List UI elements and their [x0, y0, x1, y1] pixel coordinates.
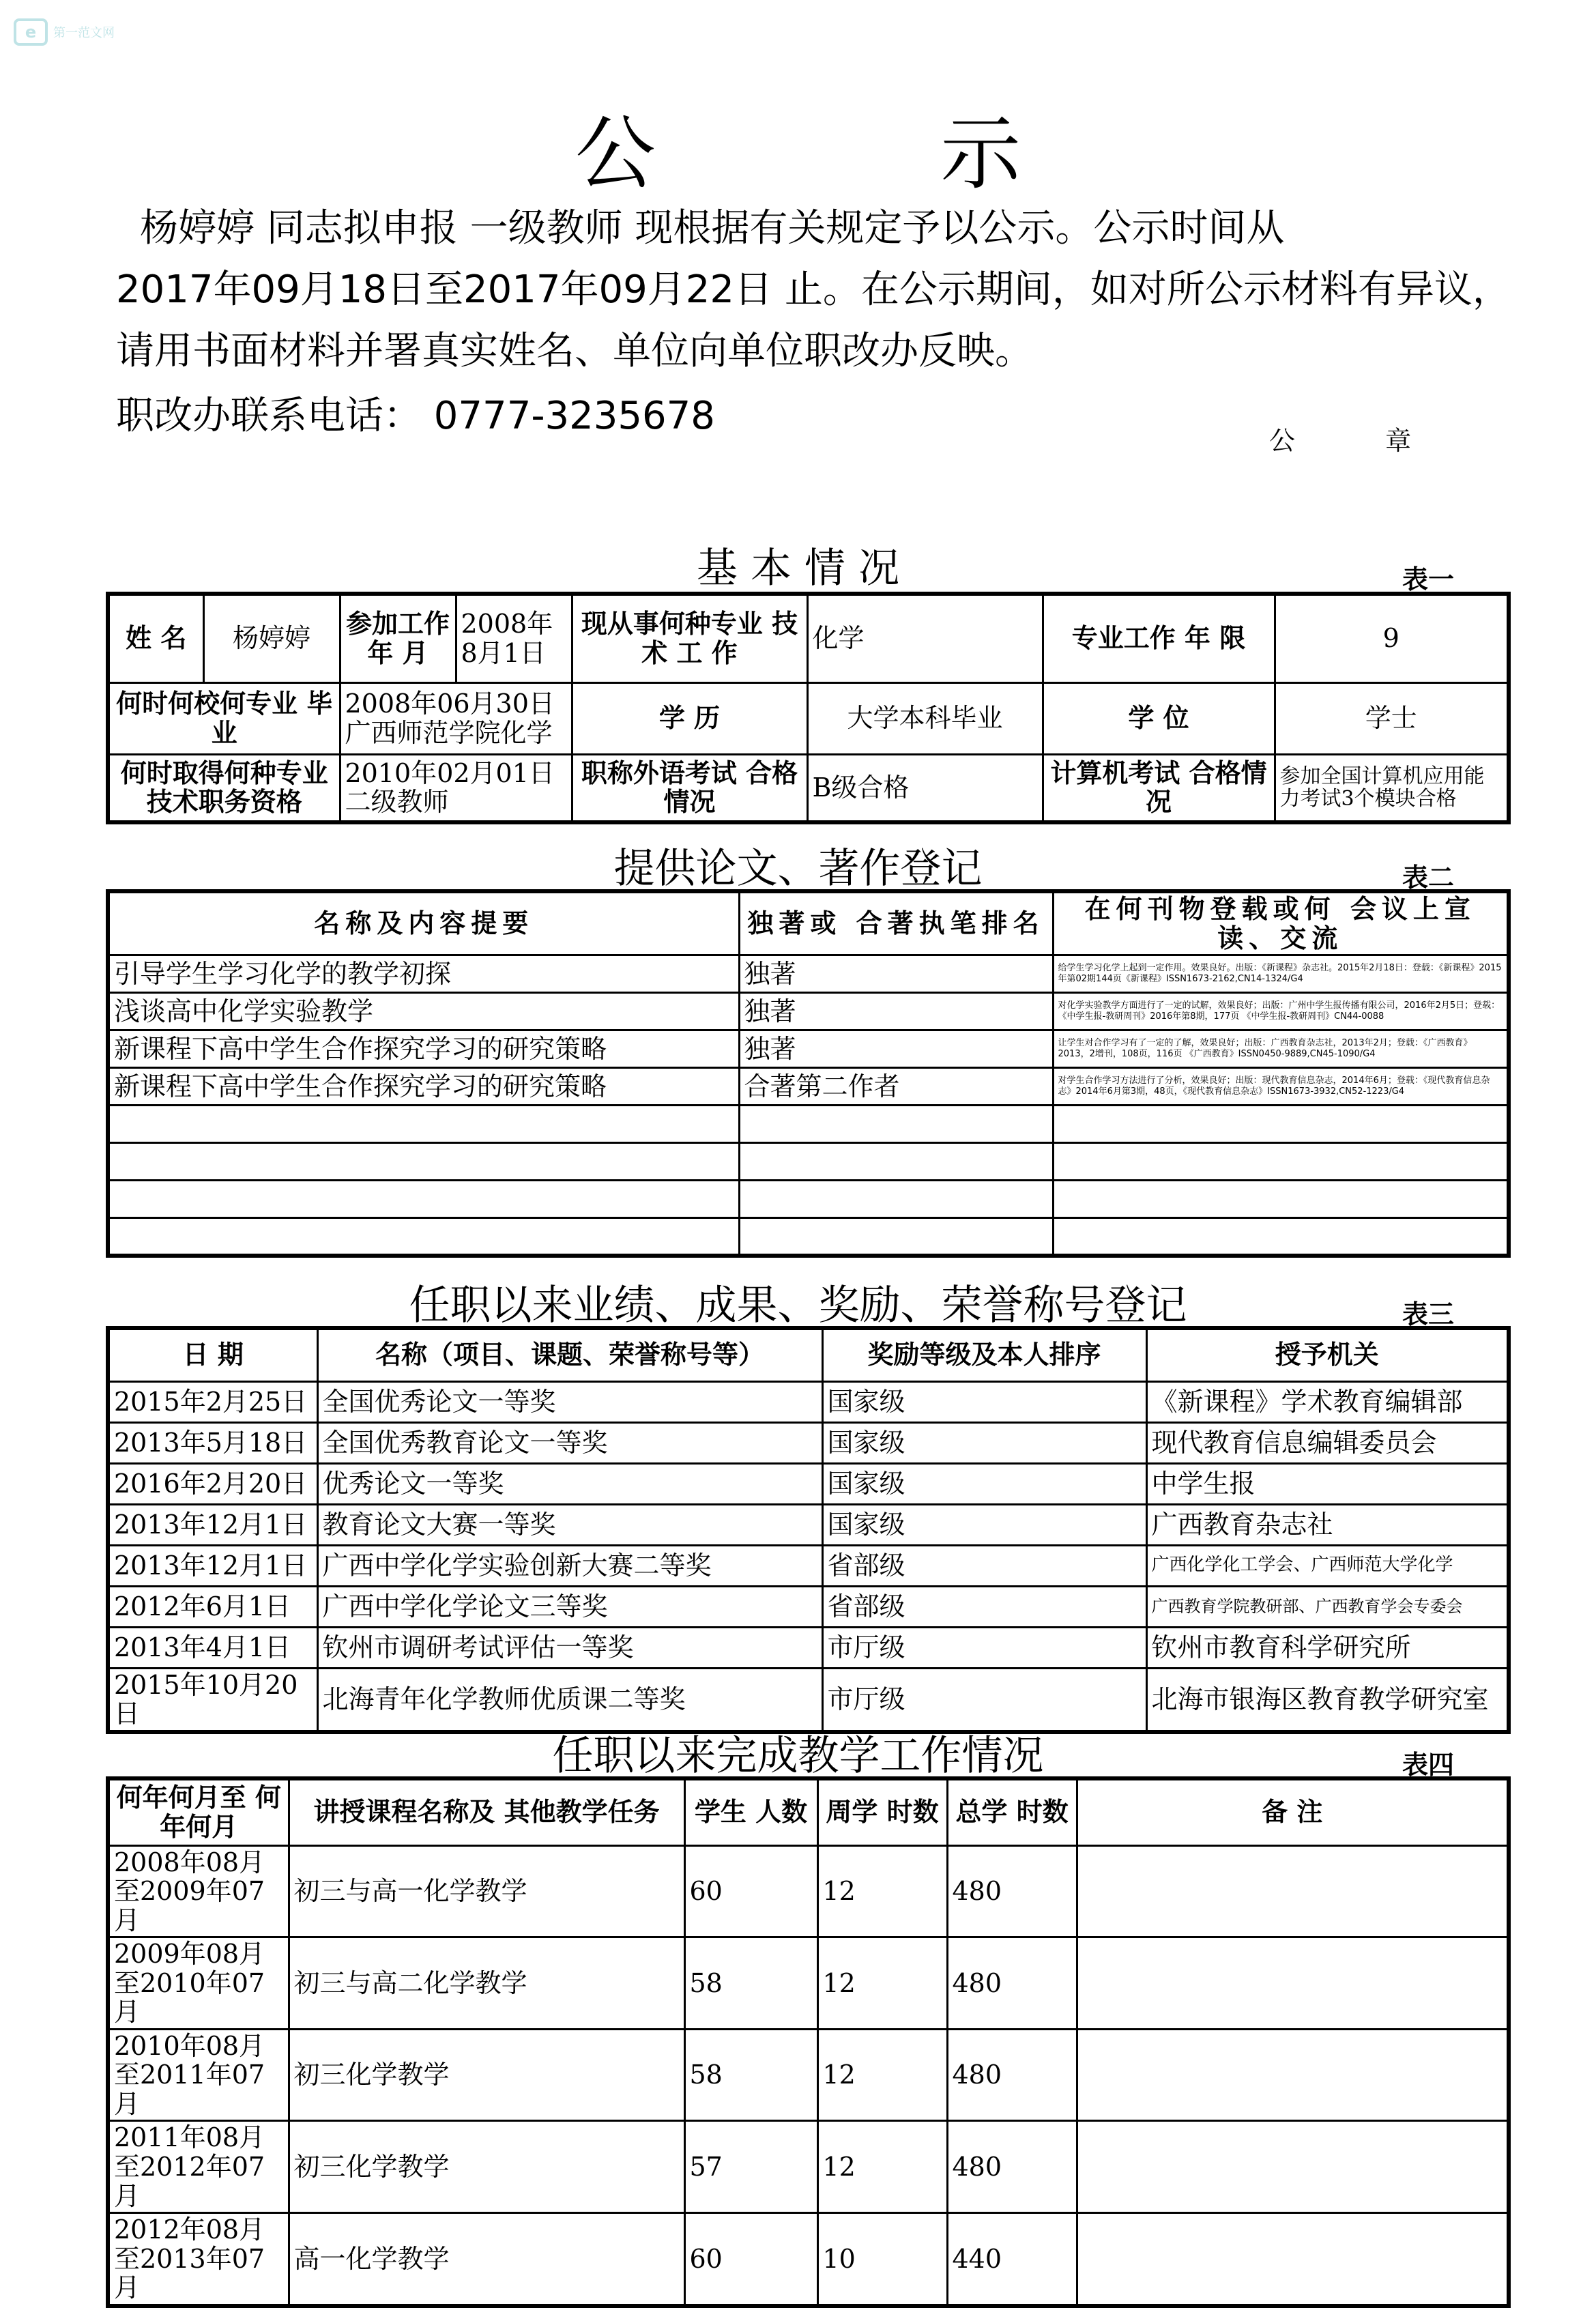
teach-students: 60 — [684, 1845, 817, 1937]
teach-weekly: 12 — [817, 1937, 947, 2030]
achv-name: 广西中学化学实验创新大赛二等奖 — [317, 1545, 822, 1586]
paper-rank — [739, 1106, 1053, 1143]
papers-header-pub: 在何刊物登载或何 会议上宣读、交流 — [1053, 891, 1509, 955]
paper-pub: 对学生合作学习方法进行了分析，效果良好；出版：现代教育信息杂志，2014年6月；登载：《现代教育信息杂志》2014年6月第3期，48页，《现代教育信息杂志》ISSN1673-3932,CN52-1223/G4 — [1053, 1068, 1509, 1106]
teach-students: 58 — [684, 2029, 817, 2121]
table-row — [108, 1422, 1509, 1463]
major-value: 化学 — [807, 594, 1043, 682]
table-row — [108, 1143, 1509, 1181]
education-value: 大学本科毕业 — [807, 682, 1043, 754]
table-row — [108, 1218, 1509, 1256]
paper-name: 新课程下高中学生合作探究学习的研究策略 — [108, 1068, 739, 1106]
achv-name: 北海青年化学教师优质课二等奖 — [317, 1668, 822, 1732]
achv-name: 教育论文大赛一等奖 — [317, 1504, 822, 1545]
teach-students: 58 — [684, 1937, 817, 2030]
notice-line-2: 2017年09月18日至2017年09月22日 止。在公示期间，如对所公示材料有异议， — [116, 268, 1511, 312]
teach-header-students: 学生 人数 — [684, 1778, 817, 1845]
teach-total: 480 — [947, 2029, 1077, 2121]
teaching-table — [106, 1776, 1511, 2308]
teach-course: 初三与高二化学教学 — [289, 1937, 684, 2030]
achv-org: 中学生报 — [1146, 1463, 1509, 1504]
teach-period: 2011年08月至2012年07月 — [108, 2121, 289, 2213]
paper-rank: 独著 — [739, 993, 1053, 1030]
table-row — [108, 1937, 1509, 2030]
table-row — [108, 2121, 1509, 2213]
achv-org: 《新课程》学术教育编辑部 — [1146, 1381, 1509, 1422]
qualification-value: 2010年02月01日二级教师 — [340, 754, 572, 822]
paper-pub: 让学生对合作学习有了一定的了解，效果良好；出版：广西教育杂志社，2013年2月；登载：《广西教育》2013，2增刊，108页，116页 《广西教育》ISSN0450-9889,CN45-1090/G4 — [1053, 1030, 1509, 1068]
paper-pub — [1053, 1181, 1509, 1218]
basic-info-table — [106, 592, 1511, 824]
paper-pub: 给学生学习化学上起到一定作用。效果良好。出版：《新课程》杂志社。2015年2月18日：登载：《新课程》2015年第02期144页《新课程》ISSN1673-2162,CN14-1324/G4 — [1053, 955, 1509, 993]
achv-header-level: 奖励等级及本人排序 — [822, 1328, 1146, 1381]
table-row — [108, 1181, 1509, 1218]
teach-note — [1077, 1937, 1509, 2030]
achv-date: 2013年12月1日 — [108, 1504, 317, 1545]
paper-rank: 独著 — [739, 1030, 1053, 1068]
teach-course: 初三化学教学 — [289, 2121, 684, 2213]
papers-header-name: 名称及内容提要 — [108, 891, 739, 955]
work-start-value: 2008年8月1日 — [456, 594, 572, 682]
name-label: 姓 名 — [108, 594, 203, 682]
teach-period: 2008年08月至2009年07月 — [108, 1845, 289, 1937]
paper-pub — [1053, 1143, 1509, 1181]
notice-line-3: 请用书面材料并署真实姓名、单位向单位职改办反映。 — [116, 329, 1033, 373]
achv-level: 国家级 — [822, 1504, 1146, 1545]
paper-name — [108, 1143, 739, 1181]
paper-name: 引导学生学习化学的教学初探 — [108, 955, 739, 993]
achv-date: 2013年5月18日 — [108, 1422, 317, 1463]
teach-period: 2012年08月至2013年07月 — [108, 2213, 289, 2306]
table-row — [108, 1668, 1509, 1732]
achv-header-org: 授予机关 — [1146, 1328, 1509, 1381]
teach-total: 440 — [947, 2213, 1077, 2306]
teach-header-period: 何年何月至 何年何月 — [108, 1778, 289, 1845]
degree-value: 学士 — [1275, 682, 1509, 754]
logo-icon: e — [14, 18, 48, 46]
achv-org: 广西化学化工学会、广西师范大学化学 — [1146, 1545, 1509, 1586]
name-value: 杨婷婷 — [203, 594, 340, 682]
achv-name: 钦州市调研考试评估一等奖 — [317, 1627, 822, 1668]
paper-name — [108, 1218, 739, 1256]
paper-pub — [1053, 1218, 1509, 1256]
teach-header-note: 备 注 — [1077, 1778, 1509, 1845]
section-1-title: 基 本 情 况 — [696, 545, 900, 592]
achv-date: 2012年6月1日 — [108, 1586, 317, 1627]
page-title: 公 示 — [575, 106, 1151, 201]
papers-table — [106, 889, 1511, 1258]
achv-date: 2016年2月20日 — [108, 1463, 317, 1504]
table-row — [108, 955, 1509, 993]
teach-course: 初三与高一化学教学 — [289, 1845, 684, 1937]
achv-org: 北海市银海区教育教学研究室 — [1146, 1668, 1509, 1732]
teach-students: 57 — [684, 2121, 817, 2213]
table-row — [108, 1845, 1509, 1937]
teach-weekly: 12 — [817, 2121, 947, 2213]
table-row — [108, 993, 1509, 1030]
notice-line-1: 杨婷婷 同志拟申报 一级教师 现根据有关规定予以公示。公示时间从 — [140, 206, 1285, 250]
teach-note — [1077, 2029, 1509, 2121]
table-row — [108, 2029, 1509, 2121]
teach-students: 60 — [684, 2213, 817, 2306]
teach-note — [1077, 1845, 1509, 1937]
years-label: 专业工作 年 限 — [1043, 594, 1275, 682]
achv-level: 市厅级 — [822, 1627, 1146, 1668]
section-3-tag: 表三 — [1402, 1299, 1455, 1329]
teach-total: 480 — [947, 1937, 1077, 2030]
achv-name: 优秀论文一等奖 — [317, 1463, 822, 1504]
site-logo — [14, 15, 150, 49]
table-row — [108, 1068, 1509, 1106]
achv-level: 国家级 — [822, 1381, 1146, 1422]
section-2-title: 提供论文、著作登记 — [613, 845, 983, 893]
achievements-table — [106, 1326, 1511, 1734]
achv-header-name: 名称（项目、课题、荣誉称号等） — [317, 1328, 822, 1381]
achv-date: 2015年10月20日 — [108, 1668, 317, 1732]
table-row — [108, 1627, 1509, 1668]
achv-date: 2015年2月25日 — [108, 1381, 317, 1422]
teach-note — [1077, 2213, 1509, 2306]
achv-date: 2013年12月1日 — [108, 1545, 317, 1586]
teach-header-course: 讲授课程名称及 其他教学任务 — [289, 1778, 684, 1845]
table-row — [108, 1381, 1509, 1422]
achv-date: 2013年4月1日 — [108, 1627, 317, 1668]
teach-total: 480 — [947, 2121, 1077, 2213]
computer-exam-value: 参加全国计算机应用能力考试3个模块合格 — [1275, 754, 1509, 822]
paper-pub: 对化学实验教学方面进行了一定的试解，效果良好；出版：广州中学生报传播有限公司，2016年2月5日；登载：《中学生报-教研周刊》2016年第8期，177页 《中学生报-教研周刊》CN44-0088 — [1053, 993, 1509, 1030]
teach-period: 2009年08月至2010年07月 — [108, 1937, 289, 2030]
achv-org: 广西教育杂志社 — [1146, 1504, 1509, 1545]
teach-header-total: 总学 时数 — [947, 1778, 1077, 1845]
paper-rank — [739, 1218, 1053, 1256]
paper-pub — [1053, 1106, 1509, 1143]
section-3-title: 任职以来业绩、成果、奖励、荣誉称号登记 — [409, 1282, 1187, 1329]
table-row — [108, 1030, 1509, 1068]
section-1-tag: 表一 — [1402, 564, 1455, 594]
foreign-language-label: 职称外语考试 合格情况 — [572, 754, 807, 822]
teach-total: 480 — [947, 1845, 1077, 1937]
table-row — [108, 1504, 1509, 1545]
graduation-value: 2008年06月30日广西师范学院化学 — [340, 682, 572, 754]
years-value: 9 — [1275, 594, 1509, 682]
table-row — [108, 2213, 1509, 2306]
paper-rank: 合著第二作者 — [739, 1068, 1053, 1106]
achv-header-date: 日 期 — [108, 1328, 317, 1381]
teach-course: 初三化学教学 — [289, 2029, 684, 2121]
teach-header-weekly: 周学 时数 — [817, 1778, 947, 1845]
teach-weekly: 10 — [817, 2213, 947, 2306]
notice-line-4: 职改办联系电话： 0777-3235678 — [116, 394, 715, 438]
table-row — [108, 1545, 1509, 1586]
achv-org: 广西教育学院教研部、广西教育学会专委会 — [1146, 1586, 1509, 1627]
section-4-title: 任职以来完成教学工作情况 — [552, 1732, 1044, 1780]
teach-period: 2010年08月至2011年07月 — [108, 2029, 289, 2121]
paper-name: 浅谈高中化学实验教学 — [108, 993, 739, 1030]
paper-rank — [739, 1181, 1053, 1218]
paper-name — [108, 1106, 739, 1143]
achv-name: 广西中学化学论文三等奖 — [317, 1586, 822, 1627]
paper-rank: 独著 — [739, 955, 1053, 993]
achv-name: 全国优秀论文一等奖 — [317, 1381, 822, 1422]
section-4-tag: 表四 — [1402, 1750, 1455, 1780]
degree-label: 学 位 — [1043, 682, 1275, 754]
paper-name: 新课程下高中学生合作探究学习的研究策略 — [108, 1030, 739, 1068]
achv-level: 国家级 — [822, 1422, 1146, 1463]
papers-header-rank: 独著或 合著执笔排名 — [739, 891, 1053, 955]
table-row — [108, 1463, 1509, 1504]
work-start-label: 参加工作 年 月 — [340, 594, 456, 682]
major-label: 现从事何种专业 技 术 工 作 — [572, 594, 807, 682]
logo-text: 第一范文网 — [53, 26, 115, 40]
education-label: 学 历 — [572, 682, 807, 754]
achv-org: 钦州市教育科学研究所 — [1146, 1627, 1509, 1668]
table-row — [108, 1106, 1509, 1143]
computer-exam-label: 计算机考试 合格情况 — [1043, 754, 1275, 822]
teach-weekly: 12 — [817, 2029, 947, 2121]
achv-level: 省部级 — [822, 1545, 1146, 1586]
paper-rank — [739, 1143, 1053, 1181]
achv-level: 国家级 — [822, 1463, 1146, 1504]
teach-weekly: 12 — [817, 1845, 947, 1937]
teach-course: 高一化学教学 — [289, 2213, 684, 2306]
achv-org: 现代教育信息编辑委员会 — [1146, 1422, 1509, 1463]
achv-name: 全国优秀教育论文一等奖 — [317, 1422, 822, 1463]
table-row — [108, 1586, 1509, 1627]
section-2-tag: 表二 — [1402, 863, 1455, 893]
achv-level: 省部级 — [822, 1586, 1146, 1627]
graduation-label: 何时何校何专业 毕 业 — [108, 682, 340, 754]
achv-level: 市厅级 — [822, 1668, 1146, 1732]
paper-name — [108, 1181, 739, 1218]
official-seal-label: 公 章 — [1269, 426, 1453, 456]
teach-note — [1077, 2121, 1509, 2213]
qualification-label: 何时取得何种专业技术职务资格 — [108, 754, 340, 822]
foreign-language-value: B级合格 — [807, 754, 1043, 822]
